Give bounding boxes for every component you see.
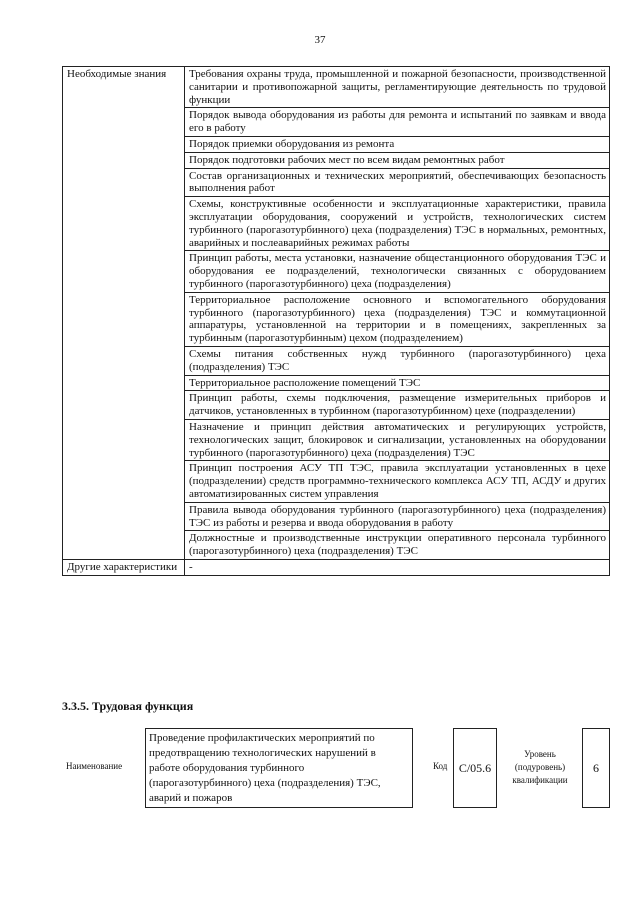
knowledge-item: Принцип работы, схемы подключения, размещение измерительных приборов и датчиков, установленных в турбинном (парогазотурбинном) цехе (подразделении) [185,391,610,420]
qualification-level-label: Уровень (подуровень) квалификации [512,749,568,785]
row-label: Другие характеристики [63,559,185,575]
knowledge-item: Порядок приемки оборудования из ремонта [185,136,610,152]
table-row [63,67,610,108]
code-value: C/05.6 [458,760,492,775]
code-label: Код [433,761,448,771]
row-label: Необходимые знания [63,67,185,560]
knowledge-item: Состав организационных и технических мероприятий, обеспечивающих безопасность выполнения работ [185,168,610,197]
code-box [453,728,497,808]
knowledge-item: Территориальное расположение помещений ТЭС [185,375,610,391]
knowledge-item: Схемы питания собственных нужд турбинного (парогазотурбинного) цеха (подразделения) ТЭС [185,346,610,375]
qualification-level-value: 6 [593,760,599,775]
knowledge-item: Порядок вывода оборудования из работы для ремонта и испытаний по заявкам и ввода его в работу [185,108,610,137]
knowledge-item: Принцип построения АСУ ТП ТЭС, правила эксплуатации установленных в цехе (подразделении) средств программно-технического комплекса АСУ ТП, АСДУ и других автоматизированных систем управления [185,461,610,502]
knowledge-item: Схемы, конструктивные особенности и эксплуатационные характеристики, правила эксплуатации оборудования, сооружений и устройств, технологических систем турбинного (парогазотурбинного) цеха (подразделения) ТЭС в нормальных, ремонтных, аварийных и послеаварийных режимах работы [185,197,610,251]
knowledge-item: Территориальное расположение основного и вспомогательного оборудования турбинного (парогазотурбинного) цеха (подразделения) ТЭС и коммутационной аппаратуры, установленной на территории и в помещениях, закрепленных за турбинным (парогазотурбинным) цехом (подразделением) [185,292,610,346]
knowledge-table [62,66,610,576]
knowledge-item: Требования охраны труда, промышленной и пожарной безопасности, производственной санитарии и противопожарной защиты, регламентирующие деятельность по трудовой функции [185,67,610,108]
function-name-box: Проведение профилактических мероприятий по предотвращению технологических нарушений в работе оборудования турбинного (парогазотурбинного) цеха (подразделения) ТЭС, аварий и пожаров [145,728,413,808]
knowledge-item: Порядок подготовки рабочих мест по всем видам ремонтных работ [185,152,610,168]
knowledge-item: Назначение и принцип действия автоматических и регулирующих устройств, технологических защит, блокировок и сигнализации, установленных на оборудовании турбинного (парогазотурбинного) цеха (подразделения) ТЭС [185,419,610,460]
table-row [63,559,610,575]
knowledge-item: Правила вывода оборудования турбинного (парогазотурбинного) цеха (подразделения) ТЭС из работы и резерва и ввода оборудования в работу [185,502,610,531]
knowledge-item: Принцип работы, места установки, назначение общестанционного оборудования ТЭС и оборудования ее подразделений, технологически связанных с оборудованием турбинного (парогазотурбинного) цеха (подразделения) [185,251,610,292]
knowledge-item: Должностные и производственные инструкции оперативного персонала турбинного (парогазотурбинного) цеха (подразделения) ТЭС [185,531,610,560]
knowledge-item: - [185,559,610,575]
knowledge-table-body [63,67,610,576]
section-heading: 3.3.5. Трудовая функция [62,699,194,713]
name-label: Наименование [66,761,123,771]
qualification-level-box [582,728,610,808]
page-number: 37 [314,34,326,46]
